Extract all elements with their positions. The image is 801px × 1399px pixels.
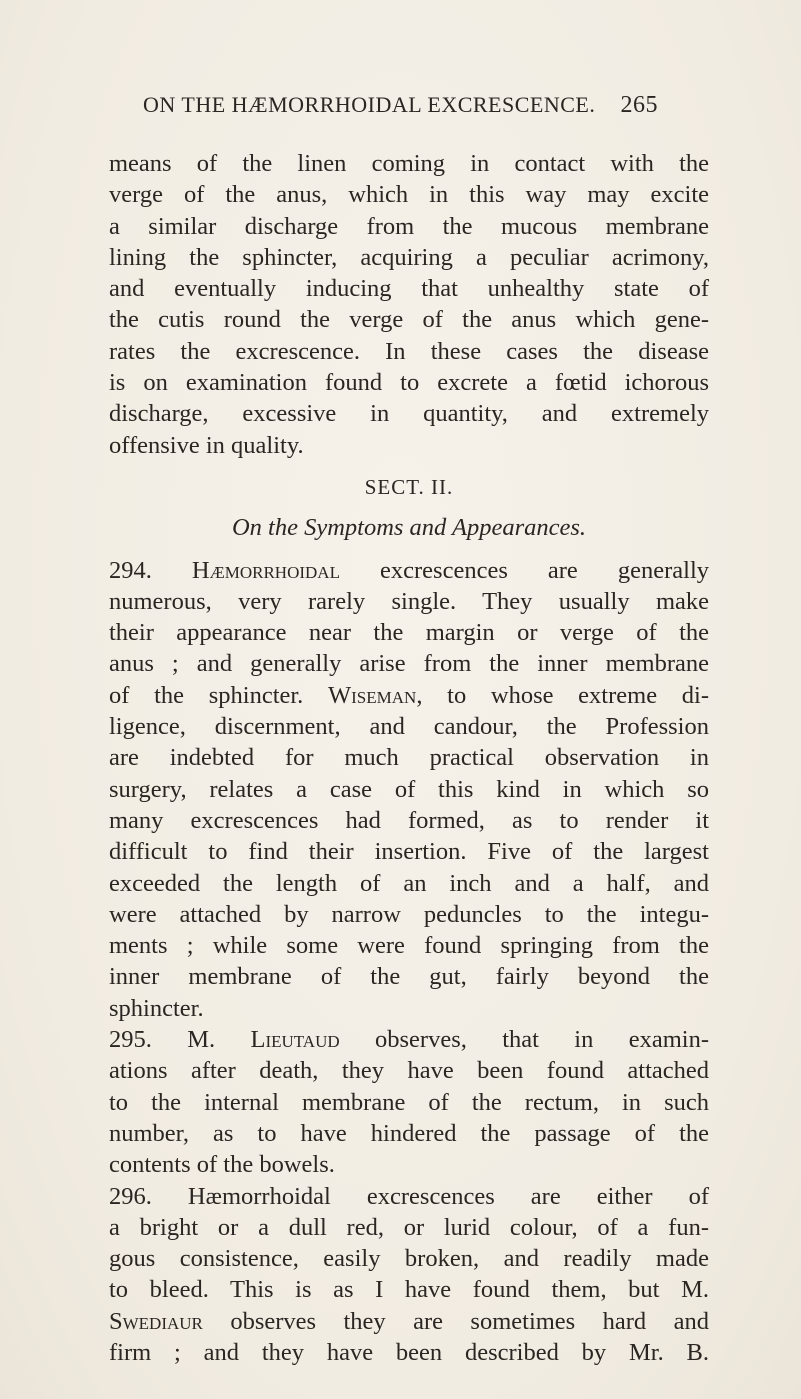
text-line: firm ; and they have been described by Mr. B. — [109, 1338, 709, 1366]
text-line: offensive in quality. — [109, 431, 304, 459]
text-line: to bleed. This is as I have found them, but M. — [109, 1276, 709, 1304]
author-name: Lieutaud — [250, 1026, 340, 1054]
text-line: sphincter. — [109, 994, 204, 1022]
text-line: difficult to find their insertion. Five of the largest — [109, 838, 709, 866]
section-title: On the Symptoms and Appearances. — [231, 514, 587, 542]
text-line: ments ; while some were found springing from the — [109, 932, 709, 960]
text-line: contents of the bowels. — [109, 1151, 335, 1179]
text-run: observes, that in examin- — [339, 1026, 709, 1054]
section-heading: SECT. II. — [364, 474, 454, 499]
page-header — [143, 92, 658, 122]
text-line: to the internal membrane of the rectum, in such — [109, 1088, 709, 1116]
text-line: a bright or a dull red, or lurid colour, of a fun- — [109, 1213, 709, 1241]
author-name: Swediaur — [109, 1307, 203, 1335]
paragraph-number: 294. — [109, 556, 192, 584]
paragraph-294 — [109, 555, 709, 1024]
text-line: the cutis round the verge of the anus which gene- — [109, 306, 709, 334]
text-line: surgery, relates a case of this kind in which so — [109, 775, 709, 803]
text-run: observes they are sometimes hard and — [202, 1307, 709, 1335]
text-line: gous consistence, easily broken, and readily made — [109, 1245, 709, 1273]
page-number: 265 — [620, 92, 658, 118]
text-line: discharge, excessive in quantity, and extremely — [109, 400, 709, 428]
continuation-paragraph — [109, 148, 709, 461]
text-line — [109, 555, 709, 586]
text-line: numerous, very rarely single. They usually make — [109, 587, 709, 615]
paragraph-number: 295. M. — [109, 1026, 251, 1054]
text-line: 296. Hæmorrhoidal excrescences are either of — [109, 1182, 709, 1210]
text-run: excrescences are generally — [339, 556, 709, 584]
text-run: of the sphincter. — [109, 681, 329, 709]
text-line — [109, 680, 709, 711]
paragraph-296 — [109, 1181, 709, 1369]
small-caps-term: Hæmorrhoidal — [191, 556, 340, 584]
text-line: anus ; and generally arise from the inner membrane — [109, 650, 709, 678]
text-line — [109, 1024, 709, 1055]
text-line: a similar discharge from the mucous membrane — [109, 212, 709, 240]
text-line: their appearance near the margin or verge of the — [109, 619, 709, 647]
text-run: , to whose extreme di- — [416, 681, 709, 709]
text-line: verge of the anus, which in this way may excite — [109, 181, 709, 209]
text-line: ations after death, they have been found attached — [109, 1057, 709, 1085]
author-name: Wiseman — [328, 681, 417, 709]
text-line: rates the excrescence. In these cases the disease — [109, 337, 709, 365]
text-line: number, as to have hindered the passage of the — [109, 1119, 709, 1147]
body-text — [109, 148, 709, 1368]
text-line: ligence, discernment, and candour, the Profession — [109, 713, 709, 741]
text-line: inner membrane of the gut, fairly beyond the — [109, 963, 709, 991]
text-line: exceeded the length of an inch and a half, and — [109, 869, 709, 897]
text-line: are indebted for much practical observation in — [109, 744, 709, 772]
text-line: is on examination found to excrete a fœtid ichorous — [109, 369, 709, 397]
text-line — [109, 1306, 709, 1337]
text-line: means of the linen coming in contact with the — [109, 150, 709, 177]
text-line: lining the sphincter, acquiring a peculiar acrimony, — [109, 243, 709, 271]
text-line: many excrescences had formed, as to render it — [109, 806, 709, 834]
text-line: were attached by narrow peduncles to the integu- — [109, 900, 709, 928]
running-head: ON THE HÆMORRHOIDAL EXCRESCENCE. — [143, 92, 596, 117]
text-line: and eventually inducing that unhealthy state of — [109, 275, 709, 303]
paragraph-295 — [109, 1024, 709, 1180]
